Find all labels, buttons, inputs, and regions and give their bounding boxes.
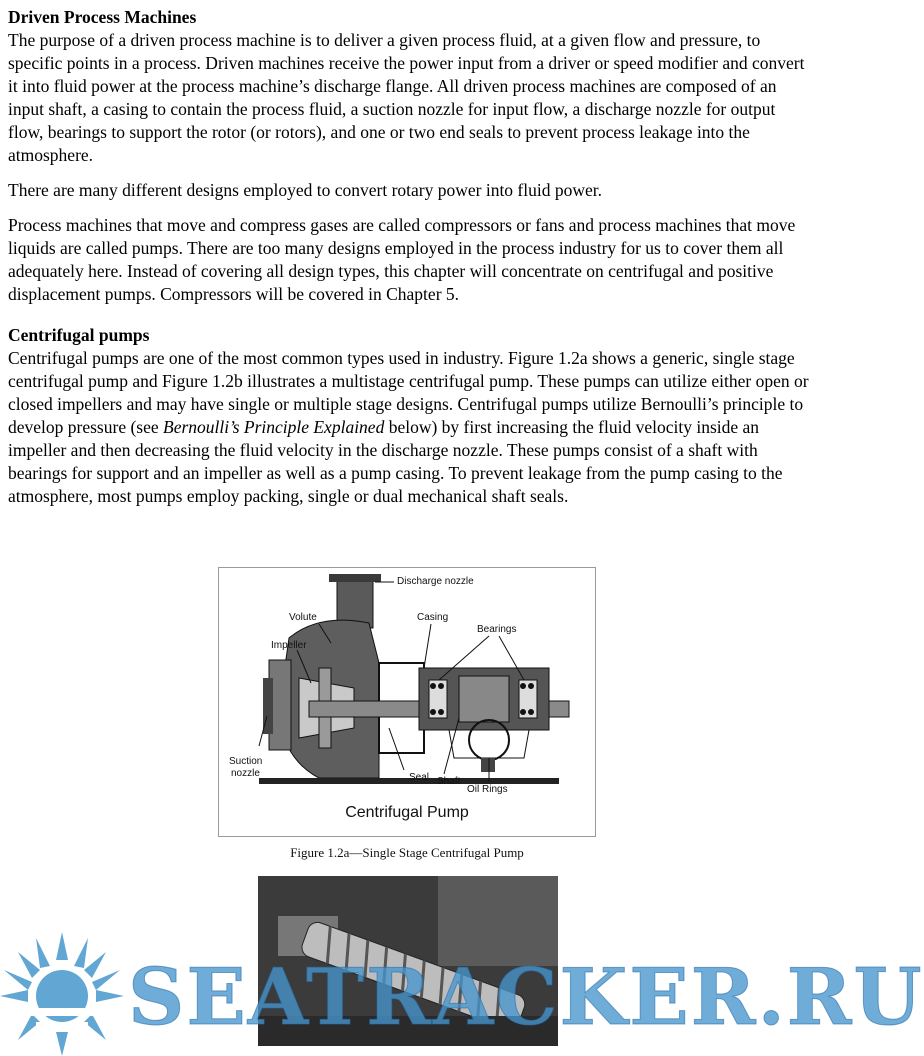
section-heading-centrifugal-pumps: Centrifugal pumps — [8, 325, 150, 345]
label-casing: Casing — [417, 612, 449, 623]
label-volute: Volute — [289, 612, 317, 623]
bernoulli-reference: Bernoulli’s Principle Explained — [163, 417, 385, 437]
sun-logo-icon — [0, 930, 130, 1056]
figure-title: Centrifugal Pump — [345, 804, 469, 821]
paragraph-text-part: below) by first increasing the fluid velocity inside an impeller and then decreasing the fluid velocity in the discharge nozzle. These pumps consist of a shaft with bearings for support and an impeller as well as a pump casing. To prevent leakage from the pump casing to the atmosphere, most pumps employ packing, single or dual mechanical shaft seals. — [8, 417, 783, 506]
label-oil-rings: Oil Rings — [467, 784, 508, 795]
paragraph-text-part: Centrifugal pumps are one of the most common types used in industry. Figure 1.2a shows a generic, single stage centrifugal pump and Figure 1.2b illustrates a multistage centrifugal pump. These pumps can utilize either open or closed impellers and may have single or multiple stage designs. Centrifugal pumps utilize Bernoulli’s principle to develop pressure (see — [8, 348, 809, 437]
page-body — [8, 6, 810, 520]
label-seal: Seal — [409, 772, 430, 783]
label-nozzle: nozzle — [231, 768, 260, 779]
pump-cutaway-drawing — [219, 568, 595, 836]
centrifugal-pump-diagram — [218, 567, 596, 837]
watermark-text: SEATRACKER.RU — [128, 952, 924, 1043]
label-shaft: Shaft — [437, 776, 461, 787]
paragraph-designs: There are many different designs employed to convert rotary power into fluid power. — [8, 180, 603, 200]
label-discharge-nozzle: Discharge nozzle — [397, 576, 474, 587]
figure-caption: Figure 1.2a—Single Stage Centrifugal Pump — [290, 845, 524, 860]
paragraph-centrifugal-pumps — [8, 347, 810, 508]
paragraph-compressors-pumps: Process machines that move and compress gases are called compressors or fans and process machines that move liquids are called pumps. There are too many designs employed in the process industry for us to cover them all adequately here. Instead of covering all design types, this chapter will concentrate on centrifugal and positive displacement pumps. Compressors will be covered in Chapter 5. — [8, 215, 796, 304]
paragraph-purpose: The purpose of a driven process machine is to deliver a given process fluid, at a given flow and pressure, to specific points in a process. Driven machines receive the power input from a driver or speed modifier and convert it into fluid power at the process machine’s discharge flange. All driven process machines are composed of an input shaft, a casing to contain the process fluid, a suction nozzle for input flow, a discharge nozzle for output flow, bearings to support the rotor (or rotors), and one or two end seals to prevent process leakage into the atmosphere. — [8, 30, 805, 165]
label-bearings: Bearings — [477, 624, 517, 635]
section-heading-driven-process-machines: Driven Process Machines — [8, 7, 197, 27]
label-suction: Suction — [229, 756, 263, 767]
label-impeller: Impeller — [271, 640, 307, 651]
